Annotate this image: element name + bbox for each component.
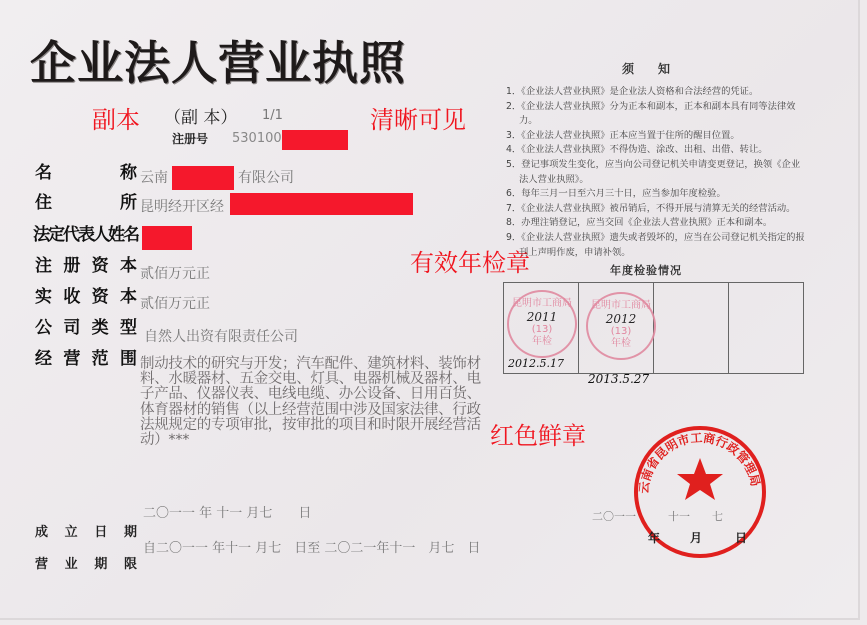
label-address: 住 所 xyxy=(35,193,137,213)
issue-label-month: 月 xyxy=(690,531,703,545)
redaction-name xyxy=(172,166,234,190)
notice-list xyxy=(506,85,806,260)
notice-title: 须 知 xyxy=(622,62,671,76)
company-name: 云南 xyxy=(140,170,168,186)
label-established: 成 立 日 期 xyxy=(35,525,137,540)
issue-day: 七 xyxy=(712,510,723,523)
seal-ring-text: 云南省昆明市工商行政管理局 xyxy=(636,430,763,495)
label-term: 营 业 期 限 xyxy=(35,557,137,572)
notice-item: 7．《企业法人营业执照》被吊销后，不得开展与清算无关的经营活动。 xyxy=(506,202,796,214)
issue-month: 十一 xyxy=(668,510,690,523)
stamp-ring-text: 昆明市工商局 xyxy=(512,298,572,309)
issue-label-year: 年 xyxy=(648,531,661,545)
notice-item: 4．《企业法人营业执照》不得伪造、涂改、出租、出借、转让。 xyxy=(506,144,768,156)
inspection-stamp-2012 xyxy=(586,292,656,360)
notice-item: 1．《企业法人营业执照》是企业法人资格和合法经营的凭证。 xyxy=(506,86,759,97)
notice-item: 6．每年三月一日至六月三十日，应当参加年度检验。 xyxy=(506,188,726,200)
label-business-scope: 经 营 范 围 xyxy=(35,349,137,369)
notice-item: 9．《企业法人营业执照》遗失或者毁坏的，应当在公司登记机关指定的报刊上声明作废，申请补领。 xyxy=(506,231,805,258)
annotation-red-stamp: 红色鲜章 xyxy=(490,422,586,450)
annotation-clear: 清晰可见 xyxy=(370,106,466,134)
business-term: 自二〇一一 年十一 月七 日至 二〇二一年十一 月七 日 xyxy=(143,541,481,556)
inspection-date-2011: 2012.5.17 xyxy=(508,357,564,370)
label-name: 名 称 xyxy=(35,163,137,183)
company-type: 自然人出资有限责任公司 xyxy=(144,329,298,345)
stamp-bottom-text: 年检 xyxy=(611,338,631,349)
inspection-year-2012: 2012 xyxy=(605,312,637,326)
star-icon xyxy=(677,458,723,500)
stamp-number: (13) xyxy=(531,324,553,335)
inspection-date-2012: 2013.5.27 xyxy=(588,372,650,386)
reg-no-value: 530100 xyxy=(232,131,282,146)
notice-item: 8．办理注销登记，应当交回《企业法人营业执照》正本和副本。 xyxy=(506,217,773,229)
inspection-cell xyxy=(654,283,729,373)
notice-item: 3．《企业法人营业执照》正本应当置于住所的醒目位置。 xyxy=(506,129,740,141)
stamp-ring-text: 昆明市工商局 xyxy=(591,300,651,311)
label-legal-rep: 法定代表人姓名 xyxy=(33,225,138,245)
label-paid-capital: 实 收 资 本 xyxy=(35,287,137,307)
page-number: 1/1 xyxy=(262,108,283,123)
stamp-bottom-text: 年检 xyxy=(532,336,552,347)
address-value: 昆明经开区经 xyxy=(140,199,224,215)
paid-capital: 贰佰万元正 xyxy=(140,296,210,312)
redaction-legal-rep xyxy=(142,226,192,250)
notice-item: 5．登记事项发生变化，应当向公司登记机关申请变更登记，换领《企业法人营业执照》。 xyxy=(506,158,801,185)
reg-no-label: 注册号 xyxy=(172,132,209,146)
company-name-suffix: 有限公司 xyxy=(238,170,294,186)
copy-label: （副 本） xyxy=(164,108,238,128)
label-company-type: 公 司 类 型 xyxy=(35,318,137,338)
established-date: 二〇一一 年 十一 月七 日 xyxy=(143,506,312,521)
notice-item: 2．《企业法人营业执照》分为正本和副本，正本和副本具有同等法律效力。 xyxy=(506,100,796,127)
annotation-valid-stamp: 有效年检章 xyxy=(410,249,530,277)
registered-capital: 贰佰万元正 xyxy=(140,266,210,282)
inspection-title: 年度检验情况 xyxy=(610,264,682,277)
license-title: 企业法人营业执照 xyxy=(30,36,406,90)
redaction-address xyxy=(230,193,413,215)
issue-year: 二〇一一 xyxy=(592,510,636,523)
issue-label-day: 日 xyxy=(735,531,748,545)
stamp-number: (13) xyxy=(610,326,632,337)
business-scope: 制动技术的研究与开发；汽车配件、建筑材料、装饰材料、水暖器材、五金交电、灯具、电器机械及器材、电子产品、仪器仪表、电线电缆、办公设备、日用百货、体育器材的销售（以上经营范围中涉及国家法律、行政法规规定的专项审批，按审批的项目和时限开展经营活动）*** xyxy=(140,356,481,449)
label-registered-capital: 注 册 资 本 xyxy=(35,256,137,276)
inspection-year-2011: 2011 xyxy=(526,310,558,324)
inspection-cell xyxy=(729,283,803,373)
inspection-stamp-2011 xyxy=(507,290,577,358)
annotation-copy: 副本 xyxy=(92,106,140,134)
redaction-reg-no xyxy=(282,130,348,150)
